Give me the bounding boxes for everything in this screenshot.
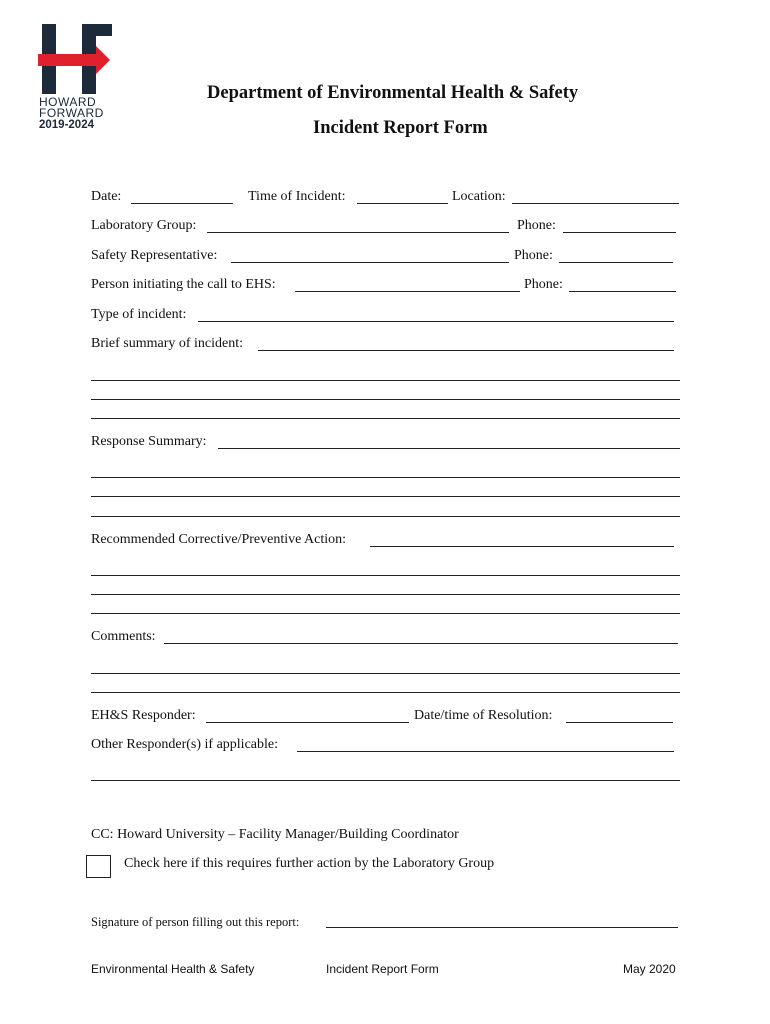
brief-summary-label: Brief summary of incident: [91, 336, 244, 351]
recommended-action-field[interactable] [370, 546, 674, 547]
response-summary-field[interactable] [218, 448, 680, 449]
time-of-incident-label: Time of Incident: [248, 189, 346, 204]
hf-logo-mark-icon [38, 24, 118, 96]
comments-label: Comments: [91, 629, 156, 644]
other-responders-label: Other Responder(s) if applicable: [91, 737, 278, 752]
safety-phone-field[interactable] [559, 262, 673, 263]
footer-department: Environmental Health & Safety [91, 962, 255, 976]
resolution-field[interactable] [566, 722, 673, 723]
response-summary-line-4[interactable] [91, 516, 680, 517]
other-responders-field[interactable] [297, 751, 674, 752]
type-of-incident-field[interactable] [198, 321, 674, 322]
response-summary-label: Response Summary: [91, 434, 207, 449]
other-responders-line-2[interactable] [91, 780, 680, 781]
comments-field[interactable] [164, 643, 678, 644]
response-summary-line-3[interactable] [91, 496, 680, 497]
safety-representative-label: Safety Representative: [91, 248, 218, 263]
comments-line-2[interactable] [91, 673, 680, 674]
initiator-phone-label: Phone: [524, 277, 563, 292]
further-action-label: Check here if this requires further action by the Laboratory Group [124, 856, 495, 871]
person-initiating-field[interactable] [295, 291, 520, 292]
footer-date: May 2020 [623, 962, 676, 976]
time-of-incident-field[interactable] [357, 203, 448, 204]
date-label: Date: [91, 189, 122, 204]
recommended-action-line-4[interactable] [91, 613, 680, 614]
resolution-label: Date/time of Resolution: [414, 708, 553, 723]
recommended-action-line-3[interactable] [91, 594, 680, 595]
date-field[interactable] [131, 203, 233, 204]
logo-line-forward: FORWARD [39, 106, 104, 120]
person-initiating-label: Person initiating the call to EHS: [91, 277, 276, 292]
logo-line-howard: HOWARD [39, 95, 97, 109]
signature-label: Signature of person filling out this report: [91, 915, 300, 929]
safety-phone-label: Phone: [514, 248, 553, 263]
laboratory-group-field[interactable] [207, 232, 509, 233]
signature-field[interactable] [326, 927, 678, 928]
recommended-action-line-2[interactable] [91, 575, 680, 576]
logo-years: 2019-2024 [39, 119, 94, 131]
brief-summary-line-3[interactable] [91, 399, 680, 400]
location-field[interactable] [512, 203, 679, 204]
cc-line: CC: Howard University – Facility Manager/Building Coordinator [91, 827, 459, 842]
response-summary-line-2[interactable] [91, 477, 680, 478]
footer-form-name: Incident Report Form [326, 962, 439, 976]
comments-line-3[interactable] [91, 692, 680, 693]
lab-phone-field[interactable] [563, 232, 676, 233]
safety-representative-field[interactable] [231, 262, 509, 263]
ehs-responder-field[interactable] [206, 722, 409, 723]
brief-summary-field[interactable] [258, 350, 674, 351]
further-action-checkbox[interactable] [86, 855, 111, 878]
howard-forward-logo [38, 24, 118, 136]
recommended-action-label: Recommended Corrective/Preventive Action: [91, 532, 347, 547]
form-title: Incident Report Form [313, 118, 488, 138]
type-of-incident-label: Type of incident: [91, 307, 187, 322]
ehs-responder-label: EH&S Responder: [91, 708, 196, 723]
brief-summary-line-4[interactable] [91, 418, 680, 419]
initiator-phone-field[interactable] [569, 291, 676, 292]
location-label: Location: [452, 189, 506, 204]
department-title: Department of Environmental Health & Safety [207, 83, 579, 103]
lab-phone-label: Phone: [517, 218, 556, 233]
laboratory-group-label: Laboratory Group: [91, 218, 197, 233]
brief-summary-line-2[interactable] [91, 380, 680, 381]
